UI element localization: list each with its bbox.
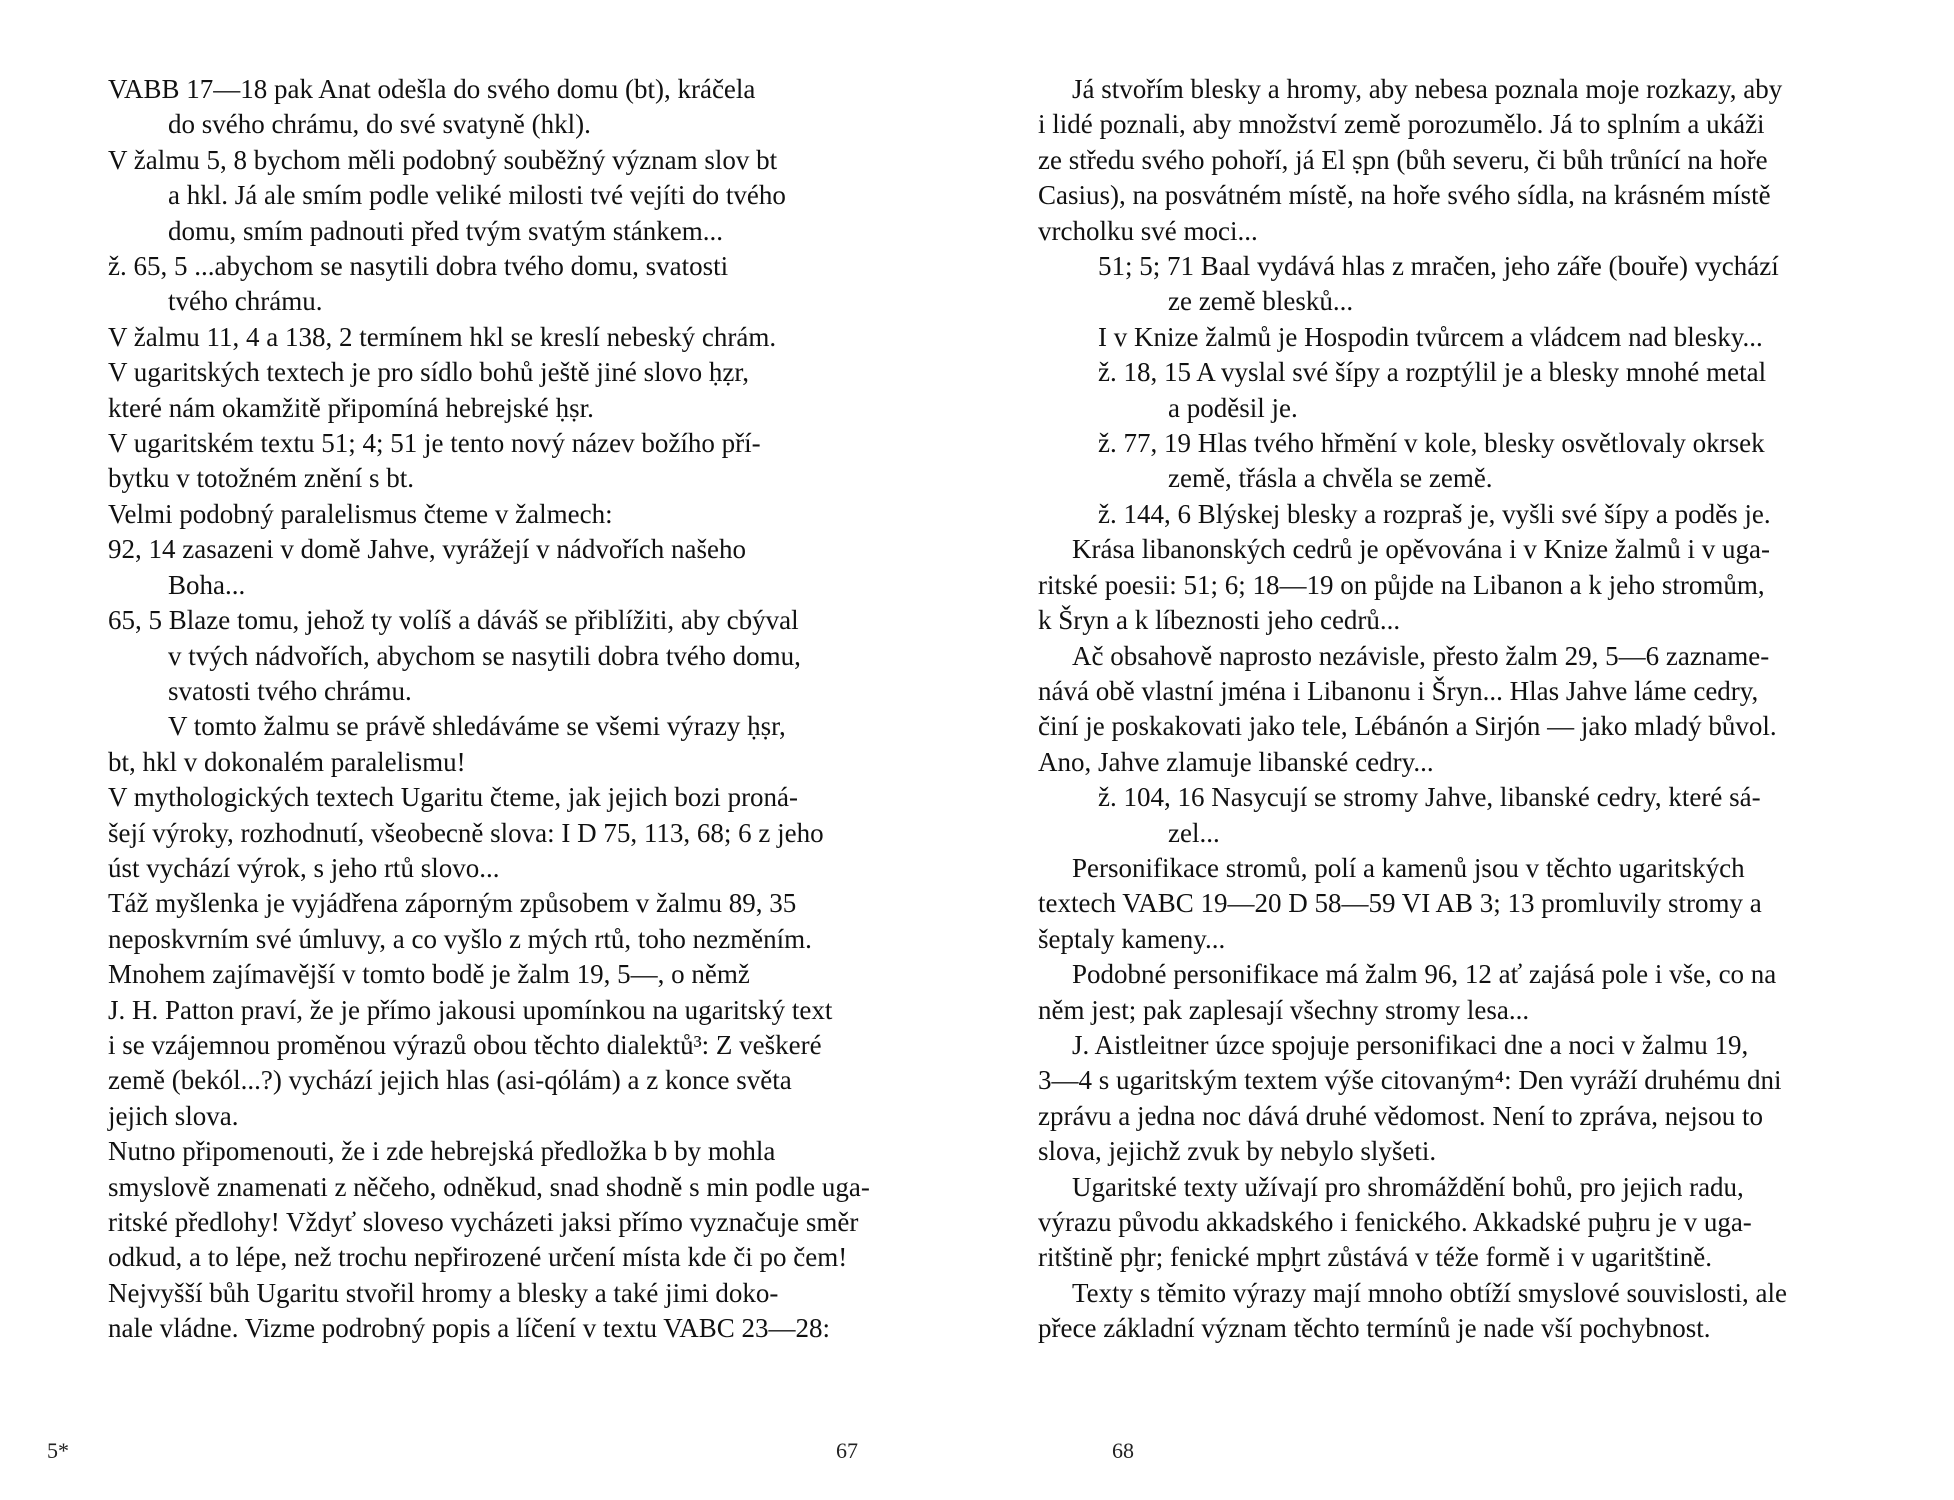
text-line: ž. 144, 6 Blýskej blesky a rozpraš je, vyšli své šípy a poděs je.: [1098, 498, 1771, 529]
text-line: Ano, Jahve zlamuje libanské cedry...: [1038, 746, 1434, 777]
text-line: země (bekól...?) vychází jejich hlas (asi-qólám) a z konce světa: [108, 1065, 792, 1096]
text-line: 51; 5; 71 Baal vydává hlas z mračen, jeho záře (bouře) vychází: [1098, 251, 1779, 282]
text-line: Podobné personifikace má žalm 96, 12 ať zajásá pole i vše, co na: [1072, 959, 1777, 990]
left-page-text: [108, 72, 978, 1347]
text-line: neposkvrním své úmluvy, a co vyšlo z mých rtů, toho nezměním.: [108, 923, 812, 954]
text-line: vrcholku své moci...: [1038, 215, 1258, 246]
text-line: Mnohem zajímavější v tomto bodě je žalm 19, 5—, o němž: [108, 959, 750, 990]
text-line: ze země blesků...: [1168, 286, 1354, 317]
text-line: ritštině pḫr; fenické mpḫrt zůstává v téže formě i v ugaritštině.: [1038, 1242, 1713, 1273]
text-line: Texty s těmito výrazy mají mnoho obtíží smyslové souvislosti, ale: [1072, 1277, 1788, 1308]
text-line: ž. 104, 16 Nasycují se stromy Jahve, libanské cedry, které sá-: [1098, 782, 1761, 813]
text-line: V mythologických textech Ugaritu čteme, jak jejich bozi proná-: [108, 782, 799, 813]
text-line: I v Knize žalmů je Hospodin tvůrcem a vládcem nad blesky...: [1098, 321, 1763, 352]
text-line: země, třásla a chvěla se země.: [1168, 463, 1493, 494]
text-line: tvého chrámu.: [168, 286, 323, 317]
text-line: Táž myšlenka je vyjádřena záporným způsobem v žalmu 89, 35: [108, 888, 797, 919]
text-line: textech VABC 19—20 D 58—59 VI AB 3; 13 promluvily stromy a: [1038, 888, 1762, 919]
signature-mark: 5*: [47, 1438, 69, 1463]
text-line: slova, jejichž zvuk by nebylo slyšeti.: [1038, 1136, 1437, 1167]
text-line: smyslově znamenati z něčeho, odněkud, snad shodně s min podle uga-: [108, 1171, 870, 1202]
text-line: Ugaritské texty užívají pro shromáždění bohů, pro jejich radu,: [1072, 1171, 1744, 1202]
text-line: jejich slova.: [108, 1100, 239, 1131]
text-line: domu, smím padnouti před tvým svatým stánkem...: [168, 215, 723, 246]
text-line: úst vychází výrok, s jeho rtů slovo...: [108, 852, 500, 883]
text-line: V ugaritském textu 51; 4; 51 je tento nový název božího pří-: [108, 428, 761, 459]
text-line: Personifikace stromů, polí a kamenů jsou v těchto ugaritských: [1072, 852, 1745, 883]
text-line: Krása libanonských cedrů je opěvována i v Knize žalmů i v uga-: [1072, 534, 1771, 565]
text-line: 92, 14 zasazeni v domě Jahve, vyrážejí v nádvořích našeho: [108, 534, 747, 565]
text-line: a poděsil je.: [1168, 392, 1298, 423]
text-line: V tomto žalmu se právě shledáváme se všemi výrazy ḥṣr,: [168, 711, 786, 742]
text-line: výrazu původu akkadského i fenického. Akkadské puḫru je v uga-: [1038, 1207, 1752, 1237]
text-line: Ač obsahově naprosto nezávisle, přesto žalm 29, 5—6 zazname-: [1072, 640, 1770, 671]
text-line: do svého chrámu, do své svatyně (hkl).: [168, 109, 591, 140]
text-line: šejí výroky, rozhodnutí, všeobecně slova: I D 75, 113, 68; 6 z jeho: [108, 817, 824, 848]
text-line: V ugaritských textech je pro sídlo bohů ještě jiné slovo ḥẓr,: [108, 357, 750, 388]
page-number-left: 67: [836, 1438, 858, 1463]
text-line: k Šryn a k líbeznosti jeho cedrů...: [1038, 605, 1401, 636]
text-line: Nejvyšší bůh Ugaritu stvořil hromy a blesky a také jimi doko-: [108, 1277, 779, 1308]
text-line: Boha...: [168, 569, 246, 600]
text-line: které nám okamžitě připomíná hebrejské ḥṣr.: [108, 392, 594, 423]
text-line: V žalmu 11, 4 a 138, 2 termínem hkl se kreslí nebeský chrám.: [108, 321, 777, 352]
text-line: J. H. Patton praví, že je přímo jakousi upomínkou na ugaritský text: [108, 994, 833, 1025]
right-page-text: [1038, 72, 1908, 1347]
text-line: ž. 77, 19 Hlas tvého hřmění v kole, blesky osvětlovaly okrsek: [1098, 428, 1765, 459]
text-line: bytku v totožném znění s bt.: [108, 463, 414, 494]
text-line: ritské předlohy! Vždyť sloveso vycházeti jaksi přímo vyznačuje směr: [108, 1207, 859, 1237]
text-line: 65, 5 Blaze tomu, jehož ty volíš a dáváš se přiblížiti, aby cbýval: [108, 605, 799, 636]
text-line: 3—4 s ugaritským textem výše citovaným⁴: Den vyráží druhému dni: [1038, 1065, 1782, 1096]
text-line: zprávu a jedna noc dává druhé vědomost. Není to zpráva, nejsou to: [1038, 1100, 1764, 1131]
text-line: VABB 17—18 pak Anat odešla do svého domu (bt), kráčela: [108, 74, 756, 104]
text-line: ž. 65, 5 ...abychom se nasytili dobra tvého domu, svatosti: [108, 251, 729, 282]
text-line: ze středu svého pohoří, já El ṣpn (bůh severu, či bůh trůnící na hoře: [1038, 144, 1768, 175]
text-line: něm jest; pak zaplesají všechny stromy lesa...: [1038, 994, 1530, 1025]
text-line: ž. 18, 15 A vyslal své šípy a rozptýlil je a blesky mnohé metal: [1098, 357, 1767, 388]
text-line: přece základní význam těchto termínů je nade vší pochybnost.: [1038, 1313, 1711, 1344]
text-line: nává obě vlastní jména i Libanonu i Šryn... Hlas Jahve láme cedry,: [1038, 675, 1759, 706]
text-line: i lidé poznali, aby množství země porozumělo. Já to splním a ukáži: [1038, 109, 1765, 140]
text-line: Casius), na posvátném místě, na hoře svého sídla, na krásném místě: [1038, 180, 1771, 211]
text-line: nale vládne. Vizme podrobný popis a líčení v textu VABC 23—28:: [108, 1313, 831, 1344]
text-line: Velmi podobný paralelismus čteme v žalmech:: [108, 498, 613, 529]
text-line: odkud, a to lépe, než trochu nepřirozené určení místa kde či po čem!: [108, 1242, 848, 1273]
text-line: činí je poskakovati jako tele, Lébánón a Sirjón — jako mladý bůvol.: [1038, 711, 1777, 742]
text-line: zel...: [1168, 817, 1220, 848]
text-line: bt, hkl v dokonalém paralelismu!: [108, 746, 466, 777]
page-number-right: 68: [1112, 1438, 1134, 1463]
text-line: J. Aistleitner úzce spojuje personifikaci dne a noci v žalmu 19,: [1072, 1029, 1749, 1060]
text-line: v tvých nádvořích, abychom se nasytili dobra tvého domu,: [168, 640, 801, 671]
text-line: Nutno připomenouti, že i zde hebrejská předložka b by mohla: [108, 1136, 776, 1167]
text-line: svatosti tvého chrámu.: [168, 675, 412, 706]
text-line: Já stvořím blesky a hromy, aby nebesa poznala moje rozkazy, aby: [1072, 74, 1783, 104]
text-line: ritské poesii: 51; 6; 18—19 on půjde na Libanon a k jeho stromům,: [1038, 569, 1765, 600]
text-line: a hkl. Já ale smím podle veliké milosti tvé vejíti do tvého: [168, 180, 786, 211]
text-line: i se vzájemnou proměnou výrazů obou těchto dialektů³: Z veškeré: [108, 1029, 822, 1060]
text-line: šeptaly kameny...: [1038, 923, 1226, 954]
text-line: V žalmu 5, 8 bychom měli podobný souběžný význam slov bt: [108, 144, 778, 175]
